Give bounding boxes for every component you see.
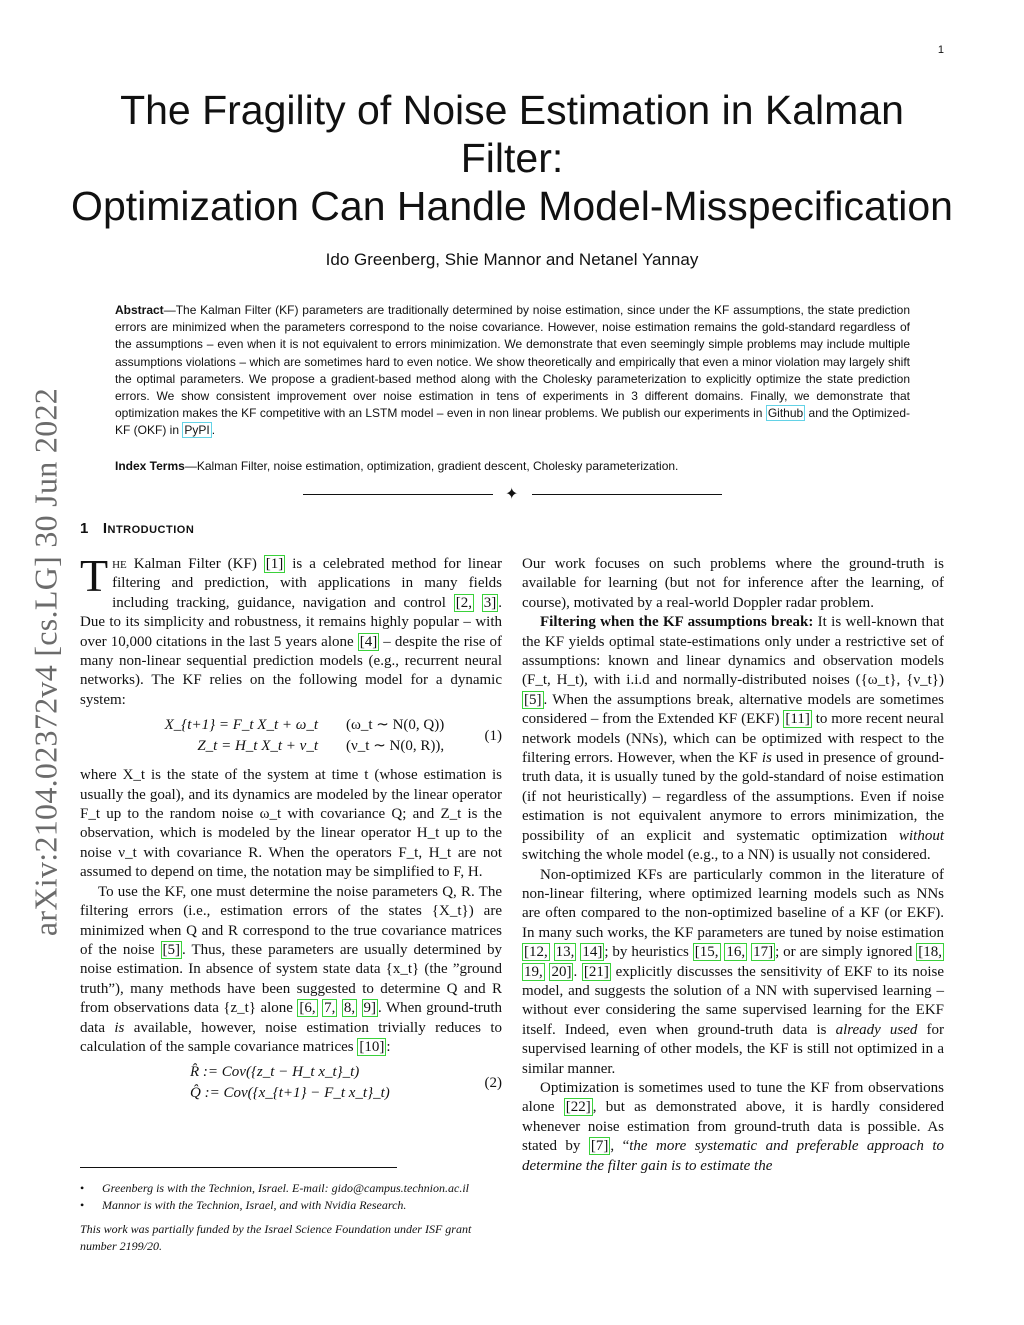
section-number: 1: [80, 520, 89, 537]
section-title: Introduction: [102, 520, 195, 537]
text: switching the whole model (e.g., to a NN) is usually not considered.: [522, 847, 931, 864]
text: :: [386, 1038, 391, 1055]
index-terms-text: —Kalman Filter, noise estimation, optimization, gradient descent, Cholesky parameterization.: [184, 459, 679, 473]
citation-link[interactable]: [21]: [583, 963, 609, 980]
paragraph: [522, 613, 944, 865]
text: explicitly discusses the sensitivity of EKF to its noise model, and suggests the solution of a NN with supervised learning – without ever considering the same supervised learning for the EKF itself. Indeed, even when ground-truth data is: [522, 963, 944, 1038]
citation-link[interactable]: 16,: [726, 944, 746, 961]
text: ; by heuristics: [604, 944, 693, 961]
citation-link[interactable]: [12,: [524, 944, 548, 961]
text: Non-optimized KFs are particularly common in the literature of non-linear filtering, where optimized learning models such as NNs are often compared to the non-optimized baseline of a KF (or EKF). In many such works, the KF parameters are tuned by noise estimation: [522, 866, 944, 941]
text: , but as demonstrated above, it is hardly considered whenever noise estimation from ground-truth data is possible. As stated by: [522, 1099, 944, 1155]
emphasis: is: [761, 750, 772, 767]
text: Optimization is sometimes used to tune the KF from observations alone: [522, 1079, 944, 1116]
smallcaps-word: he: [112, 556, 127, 572]
emphasis: is: [114, 1019, 125, 1036]
index-terms-label: Index Terms: [115, 459, 185, 473]
equation-lhs: X_{t+1} = F_t X_t + ω_t: [164, 717, 318, 734]
equation-row: Q̂ := Cov({x_{t+1} − F_t x_t}_t): [190, 1085, 390, 1102]
abstract-label: Abstract: [115, 303, 164, 317]
text: .: [573, 963, 582, 980]
pypi-link[interactable]: PyPI: [184, 423, 210, 438]
text: ; or are simply ignored: [775, 944, 917, 961]
text: . Due to its simplicity and robustness, it remains highly popular – with over 10,000 citations in the last 5 years alone: [80, 594, 502, 650]
page-number: 1: [937, 44, 944, 56]
index-terms: [115, 459, 910, 473]
paragraph: [80, 550, 503, 710]
citation-link[interactable]: 9]: [363, 1000, 377, 1017]
citation-link[interactable]: [5]: [162, 941, 180, 958]
text: Kalman Filter (KF): [126, 556, 264, 572]
arxiv-side-stamp: arXiv:2104.02372v4 [cs.LG] 30 Jun 2022: [27, 387, 64, 937]
equation-row: R̂ := Cov({z_t − H_t x_t}_t): [190, 1064, 360, 1081]
citation-link[interactable]: 14]: [582, 944, 603, 961]
text: available, however, noise estimation trivially reduces to calculation of the sample covariance matrices: [80, 1019, 503, 1055]
text: to more recent neural network models (NNs), which can be optimized with respect to the filtering errors. However, when the KF: [522, 711, 944, 767]
paper-title: [70, 86, 954, 230]
authors: Ido Greenberg, Shie Mannor and Netanel Yannay: [325, 250, 699, 269]
text: . When ground-truth data: [80, 1000, 503, 1036]
citation-link[interactable]: 3]: [483, 594, 497, 611]
abstract: [115, 302, 910, 440]
paragraph-heading: Filtering when the KF assumptions break:: [540, 614, 814, 631]
citation-link[interactable]: 8,: [343, 1000, 356, 1017]
equation-condition: (ω_t ∼ N(0, Q)): [346, 717, 445, 734]
text: is a celebrated method for linear filtering and prediction, with applications in many fields including tracking, guidance, navigation and control: [112, 556, 502, 611]
github-link[interactable]: Github: [767, 406, 804, 421]
funding-note: This work was partially funded by the Israel Science Foundation under ISF grant number 2199/20.: [80, 1222, 472, 1253]
citation-link[interactable]: 17]: [753, 944, 774, 961]
citation-link[interactable]: [11]: [785, 711, 810, 728]
citation-link[interactable]: [18,: [918, 944, 943, 961]
footnote-rule: [80, 1167, 397, 1168]
text: . Thus, these parameters are usually determined by noise estimation. In absence of system state data {x_t} (the ”ground truth”), many methods have been suggested to determine Q and R from observations data {z_t} alone: [80, 941, 502, 1017]
footnote-item: • Greenberg is with the Technion, Israel. E-mail: gido@campus.technion.ac.il: [80, 1180, 510, 1197]
text: – despite the rise of many non-linear sequential prediction models (e.g., recurrent neural networks). The KF relies on the following model for a dynamic system:: [80, 633, 503, 708]
equation-1: [80, 716, 502, 760]
equation-lhs: Z_t = H_t X_t + ν_t: [197, 738, 318, 755]
citation-link[interactable]: [1]: [265, 556, 284, 572]
abstract-text: —The Kalman Filter (KF) parameters are traditionally determined by noise estimation, since under the KF assumptions, the state prediction errors are minimized when the parameters correspond to the noise covariance. However, noise estimation remains the gold-standard regardless of the assumptions – even when it is not equivalent to errors minimization. We demonstrate that even seemingly simple problems may include multiple assumptions violations – which are sometimes hard to even notice. We show theoretically and empirically that even a minor violation may largely shift the optimal parameters. We propose a gradient-based method along with the Cholesky parameterization to explicitly optimize the state prediction errors. We show consistent improvement over noise estimation in tens of experiments in 3 different domains. Finally, we demonstrate that optimization makes the KF competitive with an LSTM model – even in non linear problems. We publish our experiments in: [115, 303, 910, 421]
divider-line: [303, 494, 493, 495]
citation-link[interactable]: 19,: [524, 963, 543, 980]
text: . When the assumptions break, alternative models are sometimes considered – from the Extended KF (EKF): [522, 691, 944, 728]
paragraph: where X_t is the state of the system at time t (whose estimation is usually the goal), and its dynamics are modeled by the linear operator F_t up to the random noise ω_t with covariance Q; and Z_t is the observation, which is modeled by the linear operator H_t up to the noise ν_t with covariance R. When the operators F_t, H_t are not assumed to depend on time, the notation may be simplified to F, H.: [80, 767, 502, 881]
title-line: Optimization Can Handle Model-Misspecification: [71, 183, 953, 229]
citation-link[interactable]: 13,: [555, 944, 575, 961]
citation-link[interactable]: [22]: [565, 1099, 591, 1116]
citation-link[interactable]: [2,: [455, 594, 472, 611]
text: It is well-known that the KF yields optimal state-estimations only under a restrictive set of assumptions: known and linear dynamics and observation models (F_t, H_t), with i.i.d and normally-distributed noises ({ω_t}, {ν_t}): [522, 614, 944, 689]
section-heading: [80, 520, 194, 537]
left-column: [80, 550, 503, 1113]
citation-link[interactable]: [10]: [359, 1038, 385, 1055]
emphasis: already used: [835, 1021, 918, 1038]
paragraph: Our work focuses on such problems where the ground-truth is available for learning (but not for inference after the learning, of course), motivated by a real-world Doppler radar problem.: [522, 556, 944, 611]
text: To use the KF, one must determine the noise parameters Q, R. The filtering errors (i.e., estimation errors of the states {X_t}) are minimized when Q and R correspond to the true covariance matrices of the noise: [80, 883, 502, 958]
citation-link[interactable]: [6,: [299, 1000, 316, 1017]
emphasis: without: [898, 827, 944, 844]
section-divider: [0, 485, 1024, 505]
citation-link[interactable]: [7]: [590, 1138, 609, 1155]
paragraph: [80, 883, 502, 1058]
emphasis-quote: the more systematic and preferable approach to determine the filter gain is to estimate the: [522, 1138, 944, 1174]
footnote-item: • Mannor is with the Technion, Israel, and with Nvidia Research.: [80, 1197, 510, 1214]
text: , “: [610, 1138, 630, 1155]
citation-link[interactable]: [15,: [694, 944, 719, 961]
equation-number: (1): [484, 728, 502, 745]
title-line: The Fragility of Noise Estimation in Kalman: [120, 87, 904, 133]
paragraph: [522, 866, 944, 1079]
equation-number: (2): [484, 1075, 502, 1092]
abstract-text-mid: and the Optimized-KF (OKF) in: [115, 406, 910, 438]
citation-link[interactable]: 20]: [551, 963, 572, 980]
equation-2: [80, 1063, 502, 1107]
divider-star-icon: ✦: [505, 484, 519, 503]
divider-line: [532, 494, 722, 495]
citation-link[interactable]: [4]: [359, 633, 378, 650]
footnotes: [80, 1180, 510, 1254]
equation-condition: (ν_t ∼ N(0, R)),: [346, 738, 445, 755]
text: used in presence of ground-truth data, it is usually tuned by the gold-standard of noise estimation (if not heuristically) – regardless of the assumptions. Even if noise estimation is not equivalent anymore to errors minimization, the possibility of an explicit and systematic optimization: [522, 750, 944, 844]
text: for supervised learning of other models, the KF is still not optimized in a similar manner.: [522, 1021, 945, 1077]
abstract-text-end: .: [211, 423, 216, 438]
citation-link[interactable]: [5]: [524, 691, 542, 708]
right-column: [522, 555, 944, 1176]
citation-link[interactable]: 7,: [324, 1000, 336, 1017]
drop-cap: T: [80, 550, 109, 601]
title-line: Filter:: [460, 135, 564, 181]
paragraph: [522, 1079, 944, 1176]
